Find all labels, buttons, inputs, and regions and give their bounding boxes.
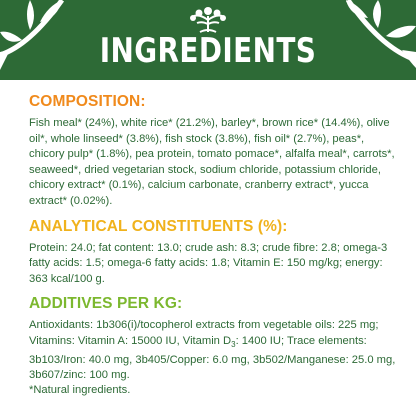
footnote: *Natural ingredients. [29, 384, 131, 396]
additives-heading: ADDITIVES PER KG: [29, 295, 183, 313]
vitamin-d-subscript: 3 [231, 340, 236, 350]
page-title: INGREDIENTS [99, 31, 317, 71]
composition-text: Fish meal* (24%), white rice* (21.2%), barley*, brown rice* (14.4%), olive oil*, whole linseed* (3.8%), fish stock (3.8%), fish oil* (2.7%), peas*, chicory pulp* (1.8%), pea protein, tomato pomace*, alfalfa meal*, carrots*, seaweed*, dried vegetarian stock, sodium chloride, potassium chloride, chicory extract* (0.1%), calcium carbonate, cranberry extract*, yucca extract* (0.02%). [29, 117, 395, 207]
analytical-text: Protein: 24.0; fat content: 13.0; crude ash: 8.3; crude fibre: 2.8; omega-3 fatty acids: 1.5; omega-6 fatty acids: 1.8; Vitamin E: 150 mg/kg; energy: 363 kcal/100 g. [29, 241, 388, 285]
additives-text-part1: Antioxidants: 1b306(i)/tocopherol extracts from vegetable oils: 225 mg; Vitamins: Vitamin A: 15000 IU, Vitamin D [29, 319, 379, 347]
analytical-heading: ANALYTICAL CONSTITUENTS (%): [29, 217, 288, 235]
composition-heading: COMPOSITION: [29, 93, 146, 110]
ingredients-content [29, 92, 401, 384]
additives-text [29, 318, 401, 384]
additives-text-part2: : 1400 IU; Trace elements: 3b103/Iron: 40.0 mg, 3b405/Copper: 6.0 mg, 3b502/Manganese: 25.0 mg, 3b607/zinc: 100 mg. [29, 334, 396, 382]
